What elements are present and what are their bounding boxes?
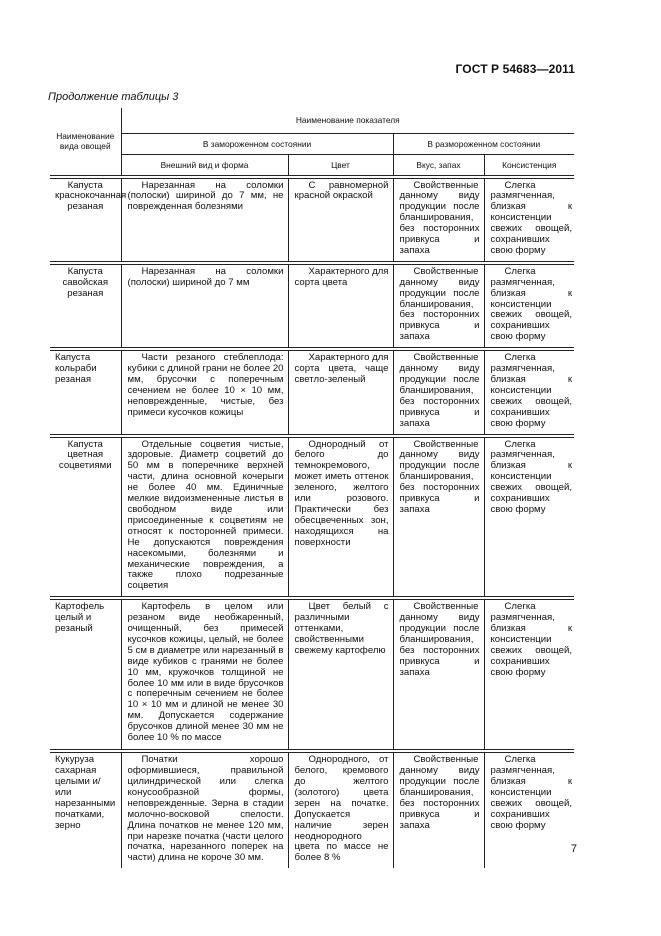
cell-consistency: Слегка размягченная, близкая к консистенции свежих овощей, сохранивших свою форму (490, 754, 573, 831)
cell-name: Кукуруза сахарная целыми и/или нарезанными початками, зерно (50, 753, 121, 869)
cell-consistency: Слегка размягченная, близкая к консистенции свежих овощей, сохранивших свою форму (490, 179, 573, 256)
cell-color: Цвет белый с различными оттенками, свойственными свежему картофелю (288, 600, 393, 750)
header-thawed: В размороженном состоянии (393, 133, 574, 154)
cell-taste: Свойственные данному виду продукции после бланширования, без посторонних привкуса и запаха (393, 600, 484, 750)
cell-appearance: Нарезанная на соломки (полоски) шириной до 7 мм (121, 264, 288, 347)
cell-name: Капуста кольраби резаная (50, 351, 121, 434)
cell-name: Капуста савойская резаная (50, 264, 121, 347)
cell-name: Капуста краснокочанная резаная (50, 178, 121, 261)
header-vegetable-name: Наименование вида овощей (50, 108, 121, 175)
cell-taste: Свойственные данному виду продукции после бланширования, без посторонних привкуса и запаха (393, 437, 484, 597)
cell-taste: Свойственные данному виду продукции после бланширования, без посторонних привкуса и запаха (393, 264, 484, 347)
table-row (50, 600, 574, 750)
header-frozen: В замороженном состоянии (121, 133, 393, 154)
header-appearance: Внешний вид и форма (121, 154, 288, 175)
table-caption: Продолжение таблицы 3 (48, 91, 179, 103)
cell-consistency: Слегка размягченная, близкая к консистенции свежих овощей, сохранивших свою форму (490, 265, 573, 343)
cell-taste: Свойственные данному виду продукции после бланширования, без посторонних привкуса и запаха (393, 753, 484, 869)
table-row (50, 178, 574, 261)
cell-color: Однородный от белого до темнокремового, может иметь оттенок зеленого, желтого или розового. Практически без обесцвеченных зон, находящихся на поверхности (288, 437, 393, 597)
cell-color: Характерного для сорта цвета, чаще светло-зеленый (288, 351, 393, 434)
cell-appearance: Картофель в целом или резаном виде необжаренный, очищенный, без примесей кусочков кожицы, целый, не более 5 см в диаметре или нарезанный в виде кубиков с гранями не более 10 мм, кружочков толщиной не более 10 мм или в виде брусочков с поперечным сечением не более 10 × 10 мм и длиной не менее 30 мм. Допускается содержание брусочков длиной менее 30 мм не более 10 % по массе (121, 600, 288, 750)
cell-color: Однородного, от белого, кремового до желтого (золотого) цвета зерен на початке. Допускается наличие зерен неоднородного цвета по массе не более 8 % (288, 753, 393, 869)
table-row (50, 351, 574, 434)
table-row (50, 264, 574, 347)
cell-taste: Свойственные данному виду продукции после бланширования, без посторонних привкуса и запаха (393, 351, 484, 434)
cell-appearance: Отдельные соцветия чистые, здоровые. Диаметр соцветий до 50 мм в поперечнике верхней части, длина основной кочерыги не более 40 мм. Единичные мелкие видоизмененные листья в свободном виде или присоединенные к соцветиям не относят к посторонней примеси. Не допускаются повреждения насекомыми, болезнями и механические повреждения, а также плохо подрезанные соцветия (121, 437, 288, 597)
cell-appearance: Початки хорошо оформившиеся, правильной цилиндрической или слегка конусообразной формы, неповрежденные. Зерна в стадии молочно-восковой спелости. Длина початков не менее 120 мм, при нарезке початка (части целого початка, нарезанного поперек на части) длина не короче 30 мм. (121, 753, 288, 869)
page-number: 7 (570, 843, 577, 855)
header-consistency: Консистенция (484, 154, 574, 175)
cell-appearance: Части резаного стеблеплода: кубики с длиной грани не более 20 мм, брусочки с поперечным сечением не более 10 × 10 мм, неповрежденные, чистые, без примеси кусочков кожицы (121, 351, 288, 434)
cell-name: Капуста цветная соцветиями (50, 437, 121, 597)
cell-taste: Свойственные данному виду продукции после бланширования, без посторонних привкуса и запаха (393, 178, 484, 261)
vegetables-table (50, 108, 574, 868)
cell-consistency: Слегка размягченная, близкая к консистенции свежих овощей, сохранивших свою форму (490, 601, 573, 678)
cell-color: С равномерной красной окраской (288, 178, 393, 261)
header-indicator: Наименование показателя (121, 108, 574, 133)
cell-name: Картофель целый и резаный (50, 600, 121, 750)
header-taste: Вкус, запах (393, 154, 484, 175)
cell-color: Характерного для сорта цвета (288, 264, 393, 347)
header-color: Цвет (288, 154, 393, 175)
standard-number: ГОСТ Р 54683—2011 (455, 62, 575, 76)
cell-consistency: Слегка размягченная, близкая к консистенции свежих овощей, сохранивших свою форму (490, 352, 573, 429)
cell-consistency: Слегка размягченная, близкая к консистенции свежих овощей, сохранивших свою форму (490, 438, 573, 515)
cell-appearance: Нарезанная на соломки (полоски) шириной до 7 мм, не поврежденная болезнями (121, 178, 288, 261)
table-row (50, 437, 574, 597)
table-row (50, 753, 574, 869)
